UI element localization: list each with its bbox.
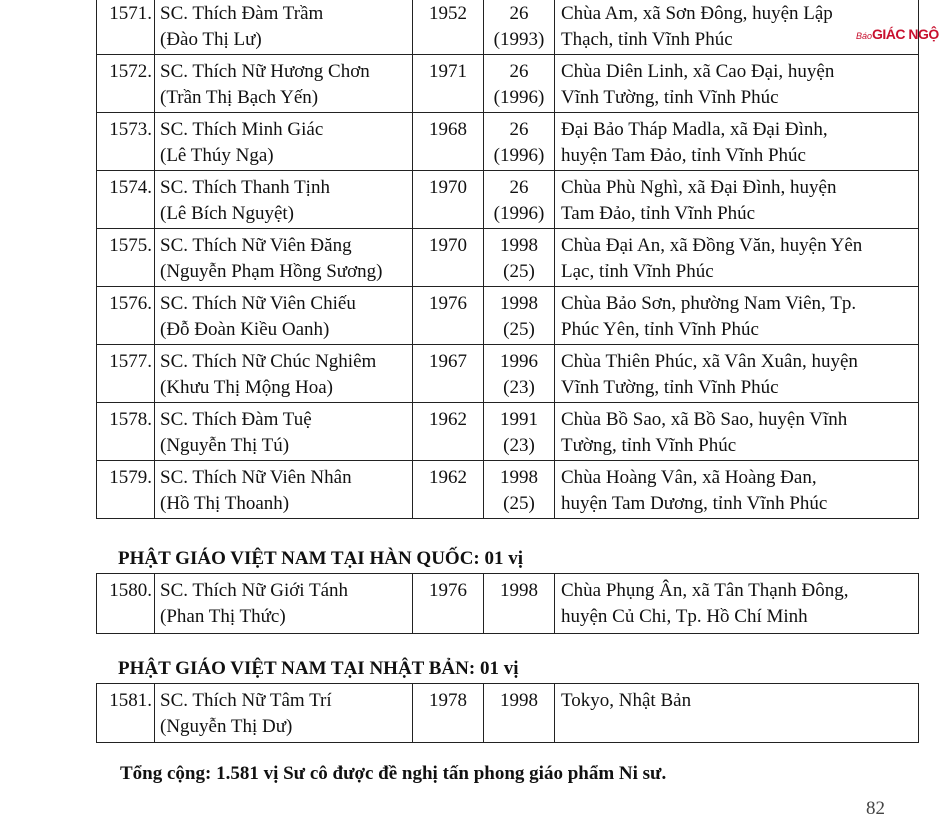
table-row [97,684,919,743]
birth-year-cell [413,0,484,55]
row-number: 1573. [109,119,152,140]
table-row [97,287,919,345]
row-number-cell [97,461,155,519]
address-cell [555,461,919,519]
name-cell [155,229,413,287]
birth-year: 1971 [429,61,467,82]
lay-name: (Lê Thúy Nga) [160,145,274,166]
ordination-cell [484,287,555,345]
address-cell [555,0,919,55]
row-number-cell [97,287,155,345]
total-summary: Tổng cộng: 1.581 vị Sư cô được đề nghị tấn phong giáo phẩm Ni sư. [120,763,667,784]
address-line-1: Chùa Phù Nghì, xã Đại Đình, huyện [561,177,837,198]
name-cell [155,0,413,55]
address-line-2: Phúc Yên, tỉnh Vĩnh Phúc [561,319,759,340]
ordination-cell [484,229,555,287]
address-cell [555,574,919,634]
row-number-cell [97,684,155,743]
table-body [97,0,919,519]
ordination-age: (23) [503,377,535,398]
ordination-year: 1998 [500,467,538,488]
address-cell [555,403,919,461]
address-cell [555,684,919,743]
ordination-cell [484,0,555,55]
lay-name: (Lê Bích Nguyệt) [160,203,295,224]
table-row [97,574,919,634]
birth-year-cell [413,55,484,113]
row-number-cell [97,171,155,229]
ordination-year: 26 [509,119,529,140]
birth-year-cell [413,574,484,634]
logo-prefix: Báo [856,31,873,41]
table-row [97,0,919,55]
nun-list-table-korea [96,573,919,634]
address-cell [555,55,919,113]
address-line-1: Chùa Hoàng Vân, xã Hoàng Đan, [561,467,817,488]
lay-name: (Nguyễn Thị Dư) [160,716,293,737]
ordination-age: (1996) [493,203,545,224]
lay-name: (Hồ Thị Thoanh) [160,493,290,514]
birth-year: 1976 [429,293,467,314]
name-cell [155,684,413,743]
address-line-2: Vĩnh Tường, tỉnh Vĩnh Phúc [561,87,779,108]
birth-year-cell [413,171,484,229]
lay-name: (Trần Thị Bạch Yến) [160,87,319,108]
nun-list-table-vinh-phuc [96,0,919,519]
name-cell [155,345,413,403]
lay-name: (Nguyễn Thị Tú) [160,435,290,456]
lay-name: (Khưu Thị Mộng Hoa) [160,377,334,398]
ordination-age: (23) [503,435,535,456]
ordination-age: (25) [503,493,535,514]
row-number: 1580. [109,580,152,601]
table-row [97,345,919,403]
address-line-2: Tam Đảo, tỉnh Vĩnh Phúc [561,203,756,224]
address-line-1: Chùa Bảo Sơn, phường Nam Viên, Tp. [561,293,857,314]
row-number-cell [97,113,155,171]
address-line-2: Vĩnh Tường, tỉnh Vĩnh Phúc [561,377,779,398]
row-number-cell [97,574,155,634]
address-line-1: Chùa Bồ Sao, xã Bồ Sao, huyện Vĩnh [561,409,848,430]
birth-year-cell [413,461,484,519]
ordination-year: 26 [509,61,529,82]
birth-year: 1970 [429,177,467,198]
row-number-cell [97,229,155,287]
address-cell [555,345,919,403]
name-cell [155,55,413,113]
dharma-name: SC. Thích Nữ Hương Chơn [160,61,370,82]
table-row [97,171,919,229]
page-number: 82 [866,798,885,819]
ordination-year: 26 [509,177,529,198]
table-row [97,113,919,171]
ordination-cell [484,403,555,461]
ordination-age: (25) [503,319,535,340]
birth-year: 1967 [429,351,467,372]
address-line-2: huyện Củ Chi, Tp. Hồ Chí Minh [561,606,808,627]
address-cell [555,113,919,171]
address-line-1: Chùa Thiên Phúc, xã Vân Xuân, huyện [561,351,858,372]
row-number: 1578. [109,409,152,430]
row-number: 1574. [109,177,152,198]
ordination-cell [484,345,555,403]
birth-year-cell [413,684,484,743]
ordination-year: 1998 [500,690,538,711]
ordination-cell [484,113,555,171]
lay-name: (Nguyễn Phạm Hồng Sương) [160,261,383,282]
dharma-name: SC. Thích Nữ Viên Nhân [160,467,352,488]
ordination-year: 1996 [500,351,538,372]
address-line-2: huyện Tam Đảo, tỉnh Vĩnh Phúc [561,145,806,166]
birth-year-cell [413,345,484,403]
birth-year-cell [413,403,484,461]
address-line-1: Chùa Đại An, xã Đồng Văn, huyện Yên [561,235,863,256]
section-heading-japan: PHẬT GIÁO VIỆT NAM TẠI NHẬT BẢN: 01 vị [118,658,519,679]
row-number: 1572. [109,61,152,82]
row-number-cell [97,0,155,55]
row-number: 1581. [109,690,152,711]
ordination-age: (1996) [493,145,545,166]
section-heading-korea: PHẬT GIÁO VIỆT NAM TẠI HÀN QUỐC: 01 vị [118,548,524,569]
row-number-cell [97,403,155,461]
address-line-2: Tường, tỉnh Vĩnh Phúc [561,435,737,456]
ordination-cell [484,171,555,229]
table-row [97,229,919,287]
nun-list-table-japan [96,683,919,743]
row-number-cell [97,55,155,113]
ordination-year: 1998 [500,580,538,601]
birth-year: 1952 [429,3,467,24]
name-cell [155,403,413,461]
address-cell [555,287,919,345]
birth-year-cell [413,113,484,171]
address-line-1: Chùa Phụng Ân, xã Tân Thạnh Đông, [561,580,849,601]
address-cell [555,171,919,229]
row-number: 1571. [109,3,152,24]
address-line-1: Đại Bảo Tháp Madla, xã Đại Đình, [561,119,828,140]
address-line-1: Chùa Am, xã Sơn Đông, huyện Lập [561,3,833,24]
logo-name: GIÁC NGỘ [872,26,939,42]
row-number: 1577. [109,351,152,372]
ordination-cell [484,461,555,519]
address-line-2: Thạch, tỉnh Vĩnh Phúc [561,29,733,50]
ordination-age: (1996) [493,87,545,108]
address-line-1: Tokyo, Nhật Bản [561,690,692,711]
lay-name: (Đào Thị Lư) [160,29,262,50]
table-row [97,55,919,113]
dharma-name: SC. Thích Nữ Viên Đăng [160,235,352,256]
row-number-cell [97,345,155,403]
birth-year: 1962 [429,409,467,430]
name-cell [155,113,413,171]
row-number: 1576. [109,293,152,314]
table-row [97,461,919,519]
ordination-year: 1991 [500,409,538,430]
address-line-2: Lạc, tỉnh Vĩnh Phúc [561,261,714,282]
row-number: 1575. [109,235,152,256]
name-cell [155,461,413,519]
birth-year: 1976 [429,580,467,601]
ordination-cell [484,684,555,743]
birth-year-cell [413,229,484,287]
ordination-year: 1998 [500,293,538,314]
address-line-1: Chùa Diên Linh, xã Cao Đại, huyện [561,61,835,82]
dharma-name: SC. Thích Minh Giác [160,119,324,140]
dharma-name: SC. Thích Thanh Tịnh [160,177,330,198]
address-line-2: huyện Tam Dương, tỉnh Vĩnh Phúc [561,493,828,514]
ordination-age: (1993) [493,29,545,50]
birth-year: 1968 [429,119,467,140]
dharma-name: SC. Thích Nữ Chúc Nghiêm [160,351,377,372]
birth-year: 1970 [429,235,467,256]
name-cell [155,574,413,634]
lay-name: (Phan Thị Thức) [160,606,286,627]
table-body [97,574,919,634]
dharma-name: SC. Thích Nữ Viên Chiếu [160,293,356,314]
table-body [97,684,919,743]
birth-year: 1962 [429,467,467,488]
birth-year-cell [413,287,484,345]
row-number: 1579. [109,467,152,488]
ordination-year: 26 [509,3,529,24]
ordination-age: (25) [503,261,535,282]
name-cell [155,287,413,345]
ordination-year: 1998 [500,235,538,256]
lay-name: (Đỗ Đoàn Kiều Oanh) [160,319,330,340]
ordination-cell [484,55,555,113]
dharma-name: SC. Thích Đàm Trầm [160,3,324,24]
ordination-cell [484,574,555,634]
dharma-name: SC. Thích Nữ Giới Tánh [160,580,349,601]
dharma-name: SC. Thích Đàm Tuệ [160,409,312,430]
name-cell [155,171,413,229]
dharma-name: SC. Thích Nữ Tâm Trí [160,690,332,711]
address-cell [555,229,919,287]
table-row [97,403,919,461]
birth-year: 1978 [429,690,467,711]
